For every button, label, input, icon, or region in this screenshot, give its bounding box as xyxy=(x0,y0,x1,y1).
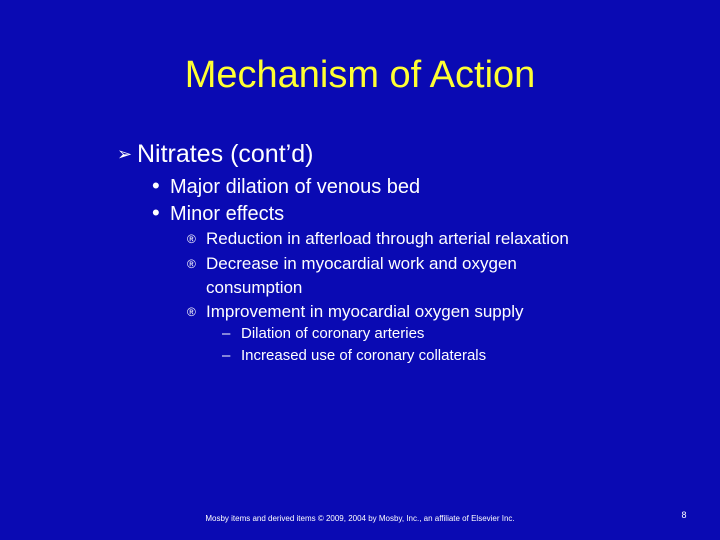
dot-bullet-icon: • xyxy=(152,200,160,225)
bullet-nitrates xyxy=(117,138,313,170)
copyright-footer: Mosby items and derived items © 2009, 2004 by Mosby, Inc., an affiliate of Elsevier Inc. xyxy=(205,514,515,523)
arrow-bullet-icon: ➢ xyxy=(117,144,133,164)
bullet-minor-effects xyxy=(152,200,284,227)
dash-bullet-icon: – xyxy=(222,325,231,342)
registered-bullet-icon: ® xyxy=(187,232,196,246)
bullet-text: Increased use of coronary collaterals xyxy=(241,347,487,364)
bullet-text: Improvement in myocardial oxygen supply xyxy=(206,302,524,321)
bullet-collaterals xyxy=(222,345,486,367)
bullet-dilation-coronary xyxy=(222,323,424,345)
bullet-text: Reduction in afterload through arterial relaxation xyxy=(206,229,569,248)
registered-bullet-icon: ® xyxy=(187,257,196,271)
dash-bullet-icon: – xyxy=(222,347,231,364)
bullet-text-continuation: consumption xyxy=(206,278,303,297)
registered-bullet-icon: ® xyxy=(187,305,196,319)
bullet-text: Decrease in myocardial work and oxygen xyxy=(206,254,517,273)
slide-title: Mechanism of Action xyxy=(184,54,536,96)
bullet-reduction-afterload xyxy=(187,227,569,251)
bullet-improvement-supply xyxy=(187,300,523,324)
bullet-text: Minor effects xyxy=(170,203,285,225)
bullet-major-dilation xyxy=(152,173,420,200)
bullet-decrease-work xyxy=(187,252,607,300)
page-number: 8 xyxy=(681,510,687,520)
bullet-text: Dilation of coronary arteries xyxy=(241,325,425,342)
dot-bullet-icon: • xyxy=(152,173,160,198)
bullet-text: Nitrates (cont’d) xyxy=(137,140,314,168)
bullet-text: Major dilation of venous bed xyxy=(170,176,421,198)
